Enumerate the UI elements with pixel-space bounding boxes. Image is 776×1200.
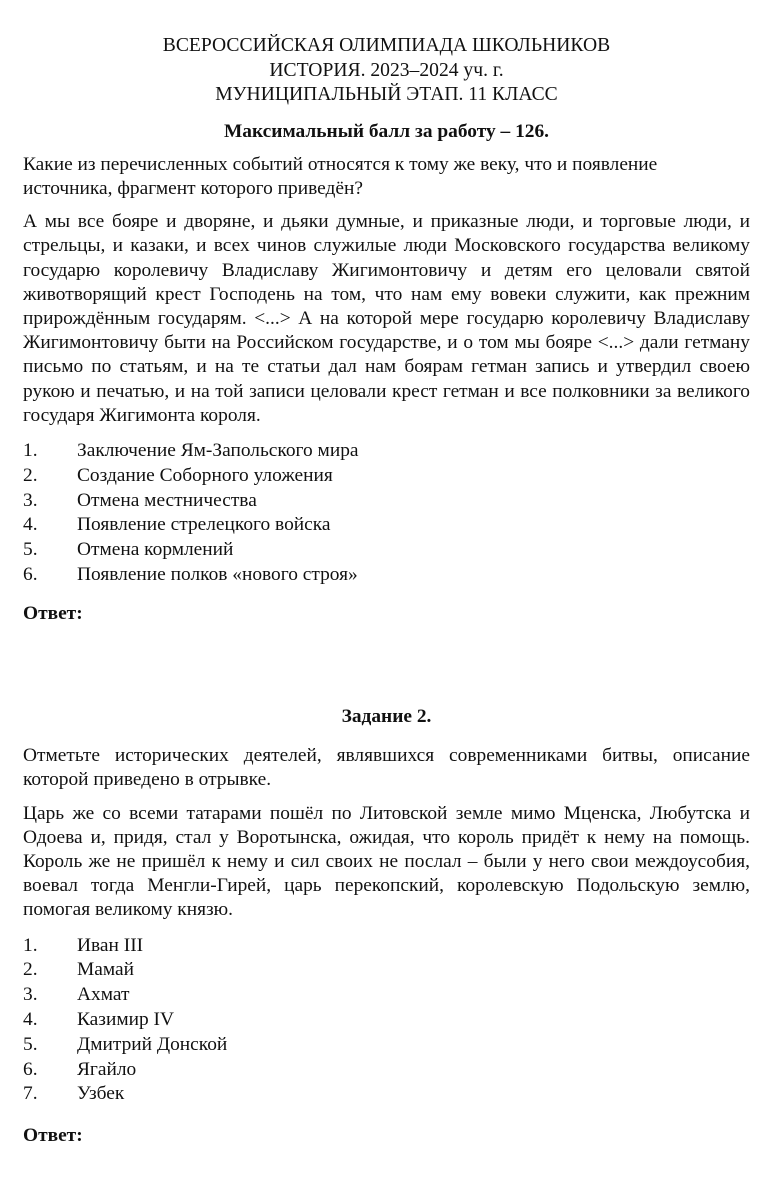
- option-number: 3.: [23, 489, 38, 511]
- option-number: 6.: [23, 1058, 38, 1080]
- option-text: Мамай: [77, 959, 134, 981]
- task-2-answer-label: Ответ:: [23, 1125, 83, 1147]
- task-2-option: [23, 958, 750, 983]
- option-text: Отмена местничества: [77, 489, 257, 511]
- option-number: 1.: [23, 934, 38, 956]
- task-1-answer-label: Ответ:: [23, 602, 83, 624]
- task-2-option: [23, 1033, 750, 1058]
- option-number: 5.: [23, 539, 38, 561]
- option-number: 6.: [23, 563, 38, 585]
- task-1-options-list: [23, 439, 750, 588]
- option-text: Ягайло: [77, 1058, 137, 1080]
- task-1-option: [23, 538, 750, 563]
- task-1-option: [23, 464, 750, 489]
- option-text: Иван III: [77, 934, 144, 956]
- option-text: Создание Соборного уложения: [77, 464, 333, 486]
- task-2-options-list: [23, 934, 750, 1108]
- task-2-option: [23, 1082, 750, 1107]
- option-number: 4.: [23, 514, 38, 536]
- header-olympiad-title: ВСЕРОССИЙСКАЯ ОЛИМПИАДА ШКОЛЬНИКОВ: [162, 35, 611, 56]
- task-2-option: [23, 1008, 750, 1033]
- option-number: 4.: [23, 1008, 38, 1030]
- task-2-title: Задание 2.: [341, 705, 432, 727]
- option-text: Появление полков «нового строя»: [77, 563, 358, 585]
- task-2-option: [23, 934, 750, 959]
- option-number: 1.: [23, 439, 38, 461]
- option-number: 2.: [23, 959, 38, 981]
- option-text: Появление стрелецкого войска: [77, 514, 331, 536]
- task-1-option: [23, 513, 750, 538]
- option-text: Заключение Ям-Запольского мира: [77, 439, 359, 461]
- task-1-source-text: А мы все бояре и дворяне, и дьяки думные, и приказные люди, и торговые люди, и стрельцы, и казаки, и всех чинов служилые люди Московского государства великому государю королевичу Владиславу Жигимонтовичу и детям его целовали святой животворящий крест Господень на том, что нам ему вовеки служити, как прежним прирождённым государям. <...> А на которой мере государю королевичу Владиславу Жигимонтовичу быти на Российском государстве, и о том мы бояре <...> дали гетману письмо по статьям, и на те статьи дал нам боярам гетман запись и утвердил своею рукою и печатью, и на той записи целовали крест гетман и все полковники за великого государя Жигимонта короля.: [23, 211, 750, 426]
- option-text: Казимир IV: [77, 1008, 174, 1030]
- option-number: 2.: [23, 464, 38, 486]
- task-1-option: [23, 439, 750, 464]
- task-1-option: [23, 563, 750, 588]
- task-1: [23, 153, 750, 626]
- option-text: Дмитрий Донской: [77, 1033, 228, 1055]
- task-1-option: [23, 489, 750, 514]
- option-number: 7.: [23, 1083, 38, 1105]
- max-score: Максимальный балл за работу – 126.: [223, 120, 550, 142]
- option-number: 5.: [23, 1033, 38, 1055]
- task-1-question: Какие из перечисленных событий относятся к тому же веку, что и появление источника, фрагмент которого приведён?: [23, 153, 658, 199]
- option-number: 3.: [23, 984, 38, 1006]
- option-text: Узбек: [77, 1083, 125, 1105]
- header-subject-year: ИСТОРИЯ. 2023–2024 уч. г.: [269, 59, 504, 81]
- task-2-source-text: Царь же со всеми татарами пошёл по Литовской земле мимо Мценска, Любутска и Одоева и, придя, стал у Воротынска, ожидая, что король придёт к нему на помощь. Король же не пришёл к нему и сил своих не послал – были у него свои междоусобия, воевал тогда Менгли-Гирей, царь перекопский, королевскую Подольскую землю, помогая великому князю.: [23, 802, 750, 921]
- task-2: [23, 705, 750, 1148]
- document-header: [23, 34, 750, 108]
- task-2-option: [23, 1058, 750, 1083]
- option-text: Ахмат: [77, 984, 130, 1006]
- task-2-question: Отметьте исторических деятелей, являвшихся современниками битвы, описание которой приведено в отрывке.: [23, 745, 750, 791]
- option-text: Отмена кормлений: [77, 539, 234, 561]
- header-stage-grade: МУНИЦИПАЛЬНЫЙ ЭТАП. 11 КЛАСС: [215, 84, 558, 105]
- task-2-option: [23, 983, 750, 1008]
